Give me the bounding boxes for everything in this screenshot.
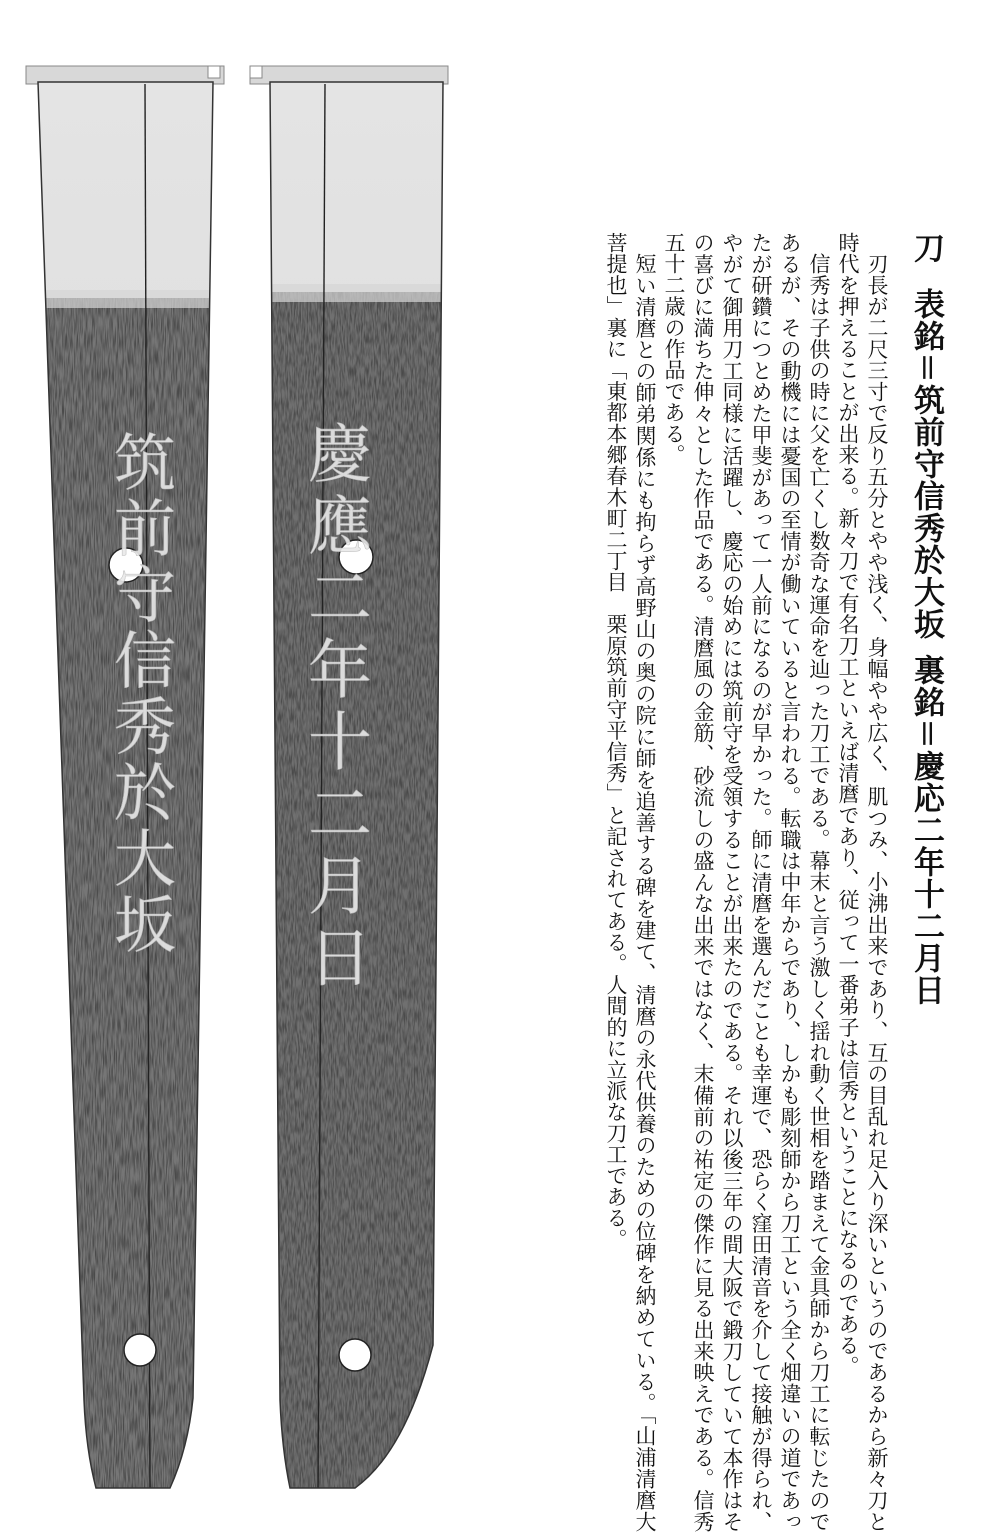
paragraph-master-relationship: 短い清麿との師弟関係にも拘らず高野山の奥の院に師を追善する碑を建て、清麿の永代供養のための位碑を納めている。「山浦清麿大菩提也」裏に「東都本郷春木町二丁目 栗原筑前守平信秀」と記されてある。人間的に立派な刀工である。 — [604, 232, 657, 1532]
page-title — [903, 232, 949, 1532]
mekugi-hole-lower-right — [339, 1339, 371, 1371]
omote-engraving: 筑前守信秀於大坂 — [103, 430, 177, 958]
omote-inscription: 筑前守信秀於大坂 — [908, 384, 944, 640]
tang-oshigata-figure — [0, 0, 470, 1518]
tang-rubbing-image — [0, 0, 470, 1518]
description-text-block — [549, 232, 949, 1532]
ura-label: 裏銘 — [908, 654, 944, 718]
omote-label: 表銘 — [908, 288, 944, 352]
sword-type: 刀 — [908, 232, 944, 264]
paragraph-blade-description: 刃長が二尺三寸で反り五分とやや浅く、身幅やや広く、肌つみ、小沸出来であり、互の目乱れ足入り深いというのであるから新々刀と時代を押えることが出来る。新々刀で有名刀工といえば清麿であり、従って一番弟子は信秀ということになるのである。 — [836, 232, 889, 1532]
ura-separator: ＝ — [908, 718, 944, 750]
mekugi-hole-lower-left — [124, 1334, 156, 1366]
omote-separator: ＝ — [908, 352, 944, 384]
ura-engraving: 慶應二年十二月日 — [297, 420, 371, 996]
paragraph-smith-biography: 信秀は子供の時に父を亡くし数奇な運命を辿った刀工である。幕末と言う激しく揺れ動く世相を踏まえて金具師から刀工に転じたのであるが、その動機には憂国の至情が働いていると言われる。転職は中年からであり、しかも彫刻師から刀工という全く畑違いの道であったが研鑽につとめた甲斐があって一人前になるのが早かった。師に清麿を選んだことも幸運で、恐らく窪田清音を介して接触が得られ、やがて御用刀工同様に活躍し、慶応の始めには筑前守を受領することが出来たのである。それ以後三年の間大阪で鍛刀していて本作はその喜びに満ちた伸々とした作品である。清麿風の金筋、砂流しの盛んな出来ではなく、末備前の祐定の傑作に見る出来映えである。信秀五十二歳の作品である。 — [662, 232, 831, 1532]
ura-inscription: 慶応二年十二月日 — [908, 750, 944, 1006]
